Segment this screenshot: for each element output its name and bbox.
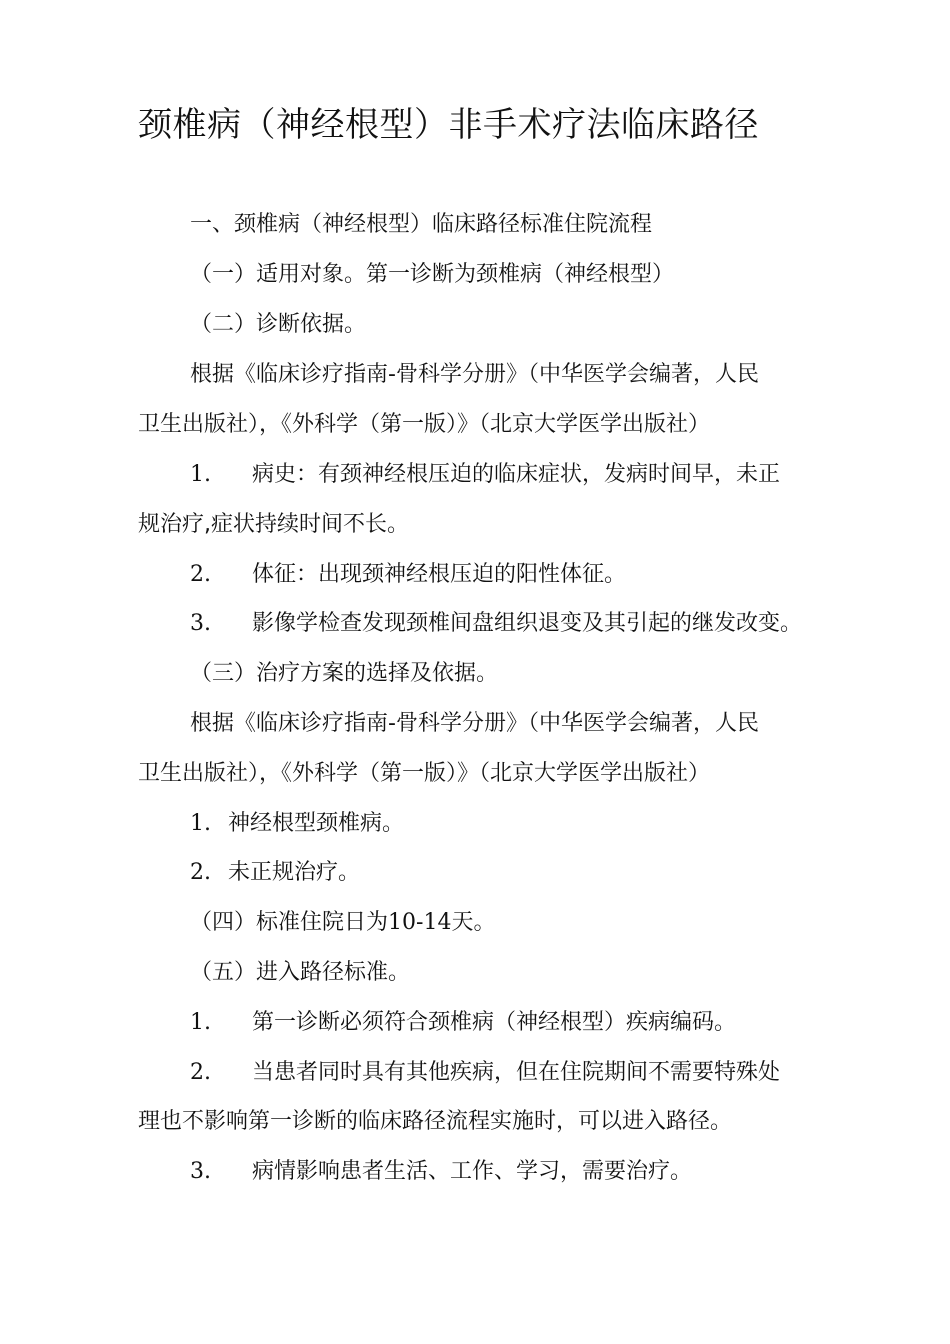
subsection-treatment: （三）治疗方案的选择及依据。 — [190, 661, 499, 686]
subsection-entry-criteria: （五）进入路径标准。 — [190, 960, 411, 985]
basis-paragraph-line: 卫生出版社），《外科学（第一版）》（北京大学医学出版社） — [138, 412, 711, 437]
item-text: 体征：出现颈神经根压迫的阳性体征。 — [252, 562, 627, 587]
treatment-item — [190, 809, 404, 839]
entry-item — [190, 1008, 736, 1038]
item-number: 2. — [190, 562, 211, 587]
section-heading: 一、颈椎病（神经根型）临床路径标准住院流程 — [190, 212, 653, 237]
entry-item — [190, 1157, 692, 1187]
diagnosis-item — [190, 460, 780, 490]
entry-item — [190, 1058, 780, 1088]
item-text: 神经根型颈椎病。 — [228, 811, 405, 836]
subsection-diagnosis: （二）诊断依据。 — [190, 312, 367, 337]
item-text: 当患者同时具有其他疾病，但在住院期间不需要特殊处 — [252, 1060, 781, 1085]
item-number: 3. — [190, 1159, 211, 1184]
item-text: 影像学检查发现颈椎间盘组织退变及其引起的继发改变。 — [252, 611, 803, 636]
diagnosis-item-continuation: 规治疗,症状持续时间不长。 — [138, 512, 409, 537]
subsection-hospital-days — [190, 908, 495, 938]
document-title: 颈椎病（神经根型）非手术疗法临床路径 — [138, 105, 759, 145]
basis-paragraph-line: 卫生出版社），《外科学（第一版）》（北京大学医学出版社） — [138, 761, 711, 786]
hospital-days-prefix: （四）标准住院日为 — [190, 910, 389, 935]
item-number: 2. — [190, 860, 211, 885]
item-number: 2. — [190, 1060, 211, 1085]
basis-paragraph-line: 根据《临床诊疗指南-骨科学分册》（中华医学会编著，人民 — [190, 711, 759, 736]
entry-item-continuation: 理也不影响第一诊断的临床路径流程实施时，可以进入路径。 — [138, 1109, 733, 1134]
diagnosis-item — [190, 560, 626, 590]
basis-paragraph-line: 根据《临床诊疗指南-骨科学分册》（中华医学会编著，人民 — [190, 362, 759, 387]
item-text: 病史：有颈神经根压迫的临床症状，发病时间早，未正 — [252, 462, 781, 487]
hospital-days-value: 10-14 — [388, 910, 452, 935]
item-text: 未正规治疗。 — [228, 860, 361, 885]
item-text: 病情影响患者生活、工作、学习，需要治疗。 — [252, 1159, 693, 1184]
item-number: 1. — [190, 811, 211, 836]
item-number: 1. — [190, 462, 211, 487]
item-number: 3. — [190, 611, 211, 636]
treatment-item — [190, 858, 360, 888]
diagnosis-item — [190, 609, 802, 639]
hospital-days-suffix: 天。 — [451, 910, 496, 935]
item-text: 第一诊断必须符合颈椎病（神经根型）疾病编码。 — [252, 1010, 737, 1035]
subsection-applicable: （一）适用对象。第一诊断为颈椎病（神经根型） — [190, 262, 675, 287]
item-number: 1. — [190, 1010, 211, 1035]
